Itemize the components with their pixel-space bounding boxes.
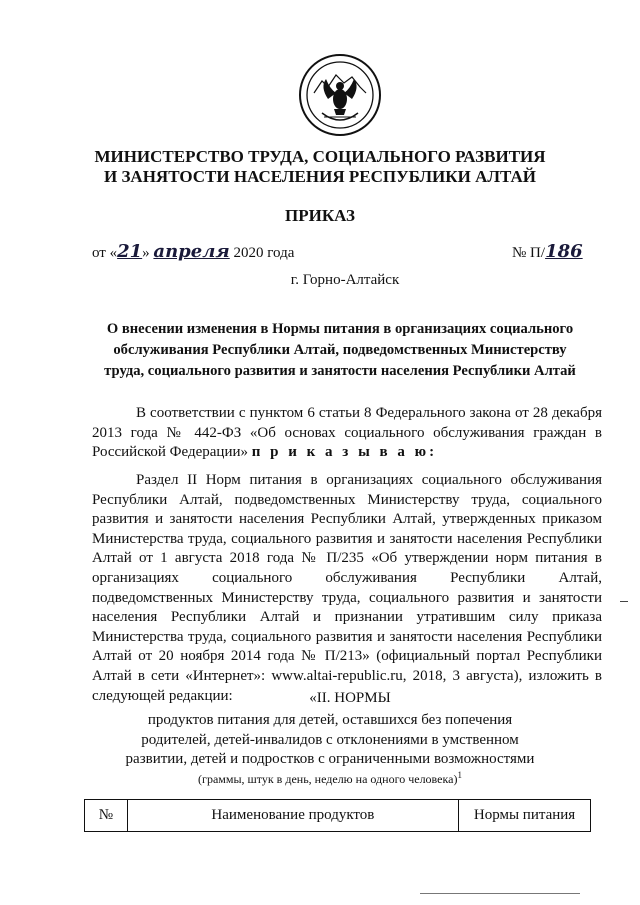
subject-line2: обслуживания Республики Алтай, подведомственных Министерству [113, 342, 567, 358]
coat-of-arms-emblem [298, 53, 382, 137]
footnote-mark: 1 [457, 770, 462, 780]
order-subject [92, 319, 588, 382]
preamble-text: В соответствии с пунктом 6 статьи 8 Федерального закона от 28 декабря 2013 года № 442-ФЗ «Об основах социального обслуживания граждан в Российской Федерации» [92, 405, 602, 461]
subject-line1: О внесении изменения в Нормы питания в организациях социального [106, 321, 574, 337]
ministry-name-line2: И ЗАНЯТОСТИ НАСЕЛЕНИЯ РЕСПУБЛИКИ АЛТАЙ [103, 167, 537, 186]
subject-line3: труда, социального развития и занятости населения Республики Алтай [104, 363, 576, 379]
order-title: ПРИКАЗ [285, 206, 355, 225]
norms-subtitle-line2: родителей, детей-инвалидов с отклонениями в умственном [141, 731, 519, 748]
date-year: 2020 года [233, 245, 295, 261]
order-city: г. Горно-Алтайск [290, 272, 400, 288]
norms-table-header [84, 799, 591, 832]
date-month: апреля [153, 241, 230, 262]
norms-subtitle-line3: развитии, детей и подростков с ограниченными возможностями [125, 751, 535, 767]
col-products-header: Наименование продуктов [127, 800, 458, 832]
norms-heading: «II. НОРМЫ [309, 690, 391, 706]
preamble-paragraph [92, 404, 602, 463]
order-number [512, 241, 583, 262]
date-prefix: от « [92, 245, 118, 261]
col-number-header: № [85, 800, 128, 832]
date-quote-close: » [142, 245, 150, 261]
bottom-rule [420, 893, 580, 894]
ministry-name-line1: МИНИСТЕРСТВО ТРУДА, СОЦИАЛЬНОГО РАЗВИТИЯ [94, 147, 546, 166]
order-date [92, 241, 294, 262]
units-text: (граммы, штук в день, неделю на одного человека) [198, 772, 458, 786]
main-paragraph: Раздел II Норм питания в организациях социального обслуживания Республики Алтай, подведомственных Министерству труда, социального развития и занятости населения Республики Алтай, утвержденных приказом Министерства труда, социального развития и занятости населения Республики Алтай от 1 августа 2018 года № П/235 «Об утверждении норм питания в организациях социального обслуживания Республики Алтай, подведомственных Министерству труда, социального развития и занятости населения Республики Алтай и признании утратившим силу приказа Министерства труда, социального развития и занятости населения Республики Алтай от 20 ноября 2014 года № П/213» (официальный портал Республики Алтай в сети «Интернет»: www.altai-republic.ru, 2018, 3 августа), изложить в следующей редакции: [92, 472, 602, 704]
number-value: 186 [545, 241, 583, 262]
order-command: п р и к а з ы в а ю: [251, 444, 438, 461]
number-prefix: № П/ [512, 245, 546, 261]
margin-mark [620, 601, 628, 602]
date-day: 21 [117, 241, 143, 262]
norms-units-note [120, 770, 540, 787]
norms-subtitle-line1: продуктов питания для детей, оставшихся без попечения [147, 712, 513, 728]
norms-subtitle [120, 711, 540, 770]
col-norms-header: Нормы питания [459, 800, 591, 832]
